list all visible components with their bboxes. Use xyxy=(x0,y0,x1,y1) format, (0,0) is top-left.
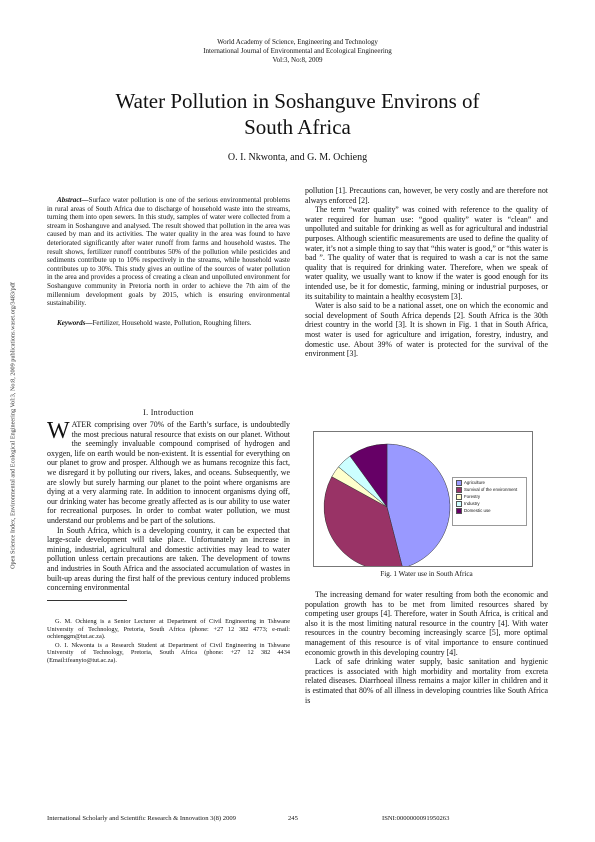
right-paragraph-3: The increasing demand for water resulting from both the economic and population growth has to be met from limited resources shared by competing user groups [4]. Therefore, water in South Africa, is critical and also it is the most limiting natural resource in the country [4]. With water resources in the country becoming increasingly scarce [5], more optimal management of this resource is of vital importance to ensure continued economic growth in this developing country [4]. xyxy=(305,590,548,657)
legend-label: Agriculture xyxy=(464,480,485,486)
right-paragraph-2: Water is also said to be a national asset, one on which the economic and social development of South Africa depends [2]. South Africa is the 30th driest country in the world [3]. It is shown in Fig. 1 that in South Africa, most water is used for agriculture and irrigation, forestry, industry, and domestic use. About 39% of water is protected for the survival of the environment [3]. xyxy=(305,301,548,359)
keywords-dash: — xyxy=(85,319,93,327)
footnote-divider xyxy=(47,600,127,601)
footnotes xyxy=(47,618,290,666)
footer-page-number: 245 xyxy=(288,815,298,822)
legend-label: Forestry xyxy=(464,494,481,500)
drop-cap: W xyxy=(47,418,70,444)
paper-title xyxy=(40,88,555,140)
footnote-author-2: O. I. Nkwonta is a Research Student at Department of Civil Engineering in Tshwane University of Technology, Pretoria, South Africa (phone: +27 12 382 4434 (Email:ifeanyio@tut.ac.za). xyxy=(47,641,290,664)
journal-header-line1: World Academy of Science, Engineering and Technology xyxy=(217,38,378,46)
title-line-2: South Africa xyxy=(244,115,351,139)
legend-item-industry xyxy=(456,501,526,508)
chart-legend xyxy=(452,477,527,526)
abstract-label: Abstract xyxy=(57,196,82,204)
footer-journal: International Scholarly and Scientific Research & Innovation 3(8) 2009 xyxy=(47,815,236,822)
legend-swatch xyxy=(456,494,462,500)
title-line-1: Water Pollution in Soshanguve Environs of xyxy=(115,89,480,113)
figure-caption: Fig. 1 Water use in South Africa xyxy=(380,570,473,578)
legend-swatch xyxy=(456,501,462,507)
side-margin-note xyxy=(8,262,18,592)
legend-label: Survival of the environment xyxy=(464,487,518,493)
legend-item-domestic xyxy=(456,508,526,515)
footnote-author-1: G. M. Ochieng is a Senior Lecturer at Department of Civil Engineering in Tshwane University of Technology, Pretoria, South Africa (phone: +27 12 382 4773; e-mail: ochienggm@tut.ac.za). xyxy=(47,618,290,641)
abstract-text: Surface water pollution is one of the serious environmental problems in rural areas of South Africa due to discharge of household waste into the streams, turning them into open sewers. In this study, samples of water were collected from a stream in Soshanguve and analysed. The result showed that pollution in the area was caused by man and its activities. The water quality in the area was found to have deteriorated significantly after water runoff from farms and household wastes. The result shows, fertilizer runoff contributes 50% of the pollution while pesticides and sediments contribute up to 10% respectively in the streams, while household waste contributes up to 30%. This study gives an outline of the sources of water pollution in the area and provides a process of creating a clean and unpolluted environment for Soshanguve community in Pretoria north in order to achieve the 7th aim of the millennium development goals by 2015, which is ensuring environmental sustainability. xyxy=(47,196,290,308)
section-heading-introduction: I. Introduction xyxy=(143,408,194,417)
right-paragraph-0: pollution [1]. Precautions can, however, be very costly and are therefore not always enforced [2]. xyxy=(305,186,548,205)
keywords-label: Keywords xyxy=(57,319,86,327)
abstract-dash: — xyxy=(81,196,89,204)
authors: O. I. Nkwonta, and G. M. Ochieng xyxy=(227,152,368,163)
right-column-lower xyxy=(305,590,548,705)
legend-item-forestry xyxy=(456,494,526,501)
figure-1-chart xyxy=(313,431,533,567)
journal-header-line2: International Journal of Environmental and Ecological Engineering xyxy=(203,47,392,55)
legend-label: Industry xyxy=(464,501,480,507)
legend-label: Domestic use xyxy=(464,507,491,513)
right-paragraph-1: The term “water quality” was coined with reference to the quality of water required for human use: “good quality” water is “clean” and unpolluted and suitable for drinking as well as for agricultural and industrial purposes. Although scientific measurements are used to define the quality of water, it’s not a simple thing to say that “this water is good,” or “this water is bad ”. The quality of water that is required to wash a car is not the same quality that is required for drinking water. Therefore, when we speak of water quality, we usually want to know if the water is good enough for its intended use, be it for domestic, farming, mining or industrial purposes, or its suitability to maintain a healthy ecosystem [3]. xyxy=(305,205,548,301)
legend-item-environment xyxy=(456,487,526,494)
keywords-text: Fertilizer, Household waste, Pollution, Roughing filters. xyxy=(92,319,252,327)
abstract xyxy=(47,196,290,308)
legend-swatch xyxy=(456,487,462,493)
introduction-body xyxy=(47,420,290,593)
side-note-text[interactable]: Open Science Index, Environmental and Ecological Engineering Vol:3, No:8, 2009 publications.waset.org/3483/pdf xyxy=(9,282,17,569)
legend-swatch xyxy=(456,480,462,486)
intro-paragraph-2: In South Africa, which is a developing country, it can be expected that large-scale development will take place. Unfortunately an increase in mining, industrial, agricultural and domestic activities may lead to water pollution unless certain precautions are taken. The development of towns and industries in South Africa and the associated accumulation of wastes in built-up areas during the first half of the previous century induced problems concerning environmental xyxy=(47,525,290,593)
footer-isni: ISNI:0000000091950263 xyxy=(382,815,450,822)
right-paragraph-4: Lack of safe drinking water supply, basic sanitation and hygienic practices is associated with high morbidity and mortality from excreta related diseases. Diarrhoeal illness remains a major killer in children and it is estimated that 80% of all illness in developing countries like South Africa is xyxy=(305,657,548,705)
legend-item-agriculture xyxy=(456,480,526,487)
pie-chart xyxy=(314,432,454,566)
intro-paragraph-1: ATER comprising over 70% of the Earth’s surface, is undoubtedly the most precious natural resource that exists on our planet. Without the seemingly invaluable compound comprised of hydrogen and oxygen, life on earth would be non-existent. It is essential for everything on our planet to grow and prosper. Although we as humans recognize this fact, we disregard it by polluting our rivers, lakes, and oceans. Subsequently, we are slowly but surely harming our planet to the point where organisms are dying at a very alarming rate. In addition to innocent organisms dying off, our drinking water has become greatly affected as is our ability to use water for recreational purposes. In order to combat water pollution, we must understand our problems and be part of the solutions. xyxy=(47,420,290,525)
right-column-upper xyxy=(305,186,548,359)
journal-header-volume: Vol:3, No:8, 2009 xyxy=(272,56,323,64)
keywords xyxy=(47,319,290,328)
legend-swatch xyxy=(456,508,462,514)
